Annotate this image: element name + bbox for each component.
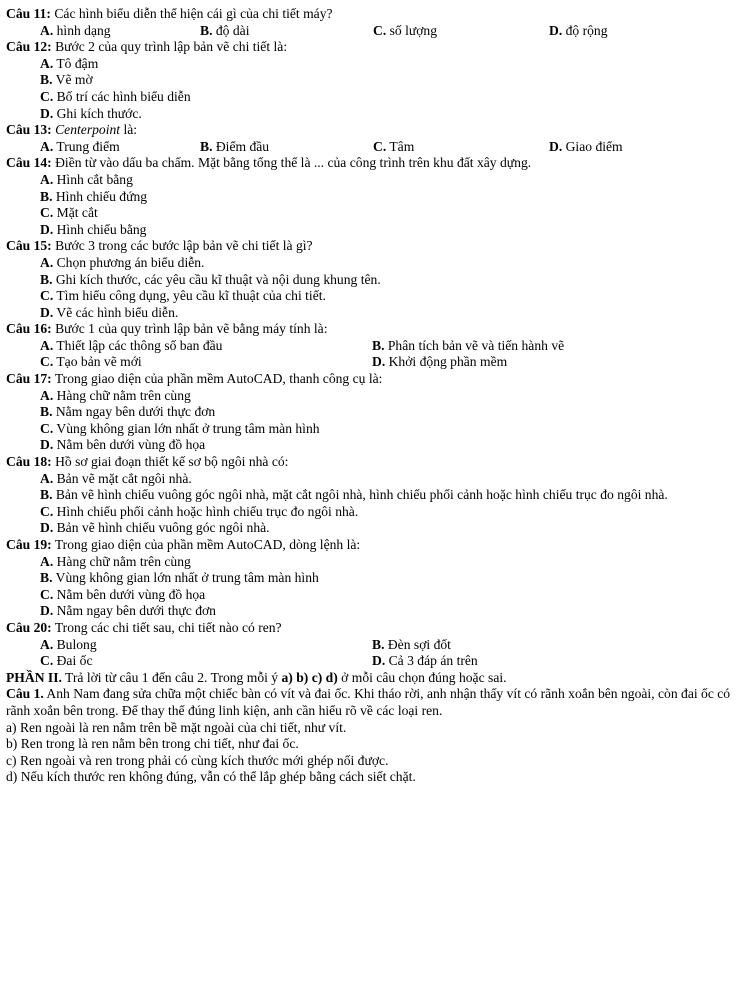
option-b: B. Phân tích bản vẽ và tiến hành vẽ	[372, 337, 565, 353]
question-text: Trong các chi tiết sau, chi tiết nào có ren?	[51, 619, 282, 635]
question-text: Anh Nam đang sửa chữa một chiếc bàn có vít và đai ốc. Khi tháo rời, anh nhận thấy vít có rãnh xoắn bên ngoài, còn đai ốc có rãnh xoắn bên trong. Để thay thế đúng linh kiện, anh cần hiểu rõ về các loại ren.	[6, 686, 731, 718]
option-a: A. Bản vẽ mặt cắt ngôi nhà.	[40, 470, 192, 486]
statement-c: c) Ren ngoài và ren trong phải có cùng kích thước mới ghép nối được.	[6, 752, 389, 768]
option-a: A. Bulong	[40, 636, 97, 652]
question-number: Câu 12:	[6, 39, 52, 55]
option-d: D. Giao điểm	[549, 138, 623, 154]
option-d: D. Khởi động phần mềm	[372, 354, 508, 370]
option-b: B. Bản vẽ hình chiếu vuông góc ngôi nhà, mặt cắt ngôi nhà, hình chiếu phối cảnh hoặc hình chiếu trục đo ngôi nhà.	[40, 487, 668, 503]
question-number: Câu 16:	[6, 321, 52, 337]
option-b: B. Vùng không gian lớn nhất ở trung tâm màn hình	[40, 570, 319, 586]
question-number: Câu 19:	[6, 537, 52, 552]
option-c: C. Tạo bản vẽ mới	[40, 354, 142, 370]
option-d: D. Bản vẽ hình chiếu vuông góc ngôi nhà.	[40, 520, 270, 536]
options-row	[6, 23, 744, 40]
options-row	[6, 637, 744, 654]
option-c: C. Đai ốc	[40, 653, 93, 669]
option-b: B. Nằm ngay bên dưới thực đơn	[40, 404, 216, 420]
option-b: B. Vẽ mờ	[40, 72, 93, 88]
question-14	[6, 155, 744, 238]
statement-a: a) Ren ngoài là ren nằm trên bề mặt ngoài của chi tiết, như vít.	[6, 719, 347, 735]
question-number: Câu 14:	[6, 155, 52, 171]
question-term: Centerpoint	[55, 122, 121, 138]
option-a: A. Hàng chữ nằm trên cùng	[40, 553, 191, 569]
question-text: Trong giao diện của phần mềm AutoCAD, dòng lệnh là:	[51, 537, 361, 552]
question-12	[6, 39, 744, 122]
part-2-label: PHẦN II.	[6, 669, 62, 685]
question-18	[6, 454, 744, 537]
statement-d: d) Nếu kích thước ren không đúng, vẫn có thể lắp ghép bằng cách siết chặt.	[6, 769, 416, 785]
option-b: B. Đèn sợi đốt	[372, 636, 451, 652]
option-d: D. Hình chiếu bằng	[40, 221, 147, 237]
question-number: Câu 17:	[6, 371, 52, 387]
question-number: Câu 15:	[6, 238, 52, 254]
option-d: D. Nằm bên dưới vùng đồ họa	[40, 437, 206, 453]
option-d: D. Nằm ngay bên dưới thực đơn	[40, 603, 216, 619]
option-a: A. Chọn phương án biểu diễn.	[40, 254, 205, 270]
option-a: A. Hình cắt bằng	[40, 171, 133, 187]
question-number: Câu 20:	[6, 619, 52, 635]
option-c: C. số lượng	[373, 22, 438, 38]
question-11	[6, 6, 744, 39]
question-13	[6, 122, 744, 155]
part-2-question-1	[6, 686, 744, 786]
options-row	[6, 338, 744, 355]
option-d: D. Ghi kích thước.	[40, 105, 142, 121]
question-20	[6, 620, 744, 670]
question-text: Bước 3 trong các bước lập bản vẽ chi tiết là gì?	[51, 238, 313, 254]
option-a: A. Tô đậm	[40, 55, 99, 71]
question-number: Câu 13:	[6, 122, 52, 138]
option-a: A. Hàng chữ nằm trên cùng	[40, 387, 191, 403]
option-c: C. Tìm hiểu công dụng, yêu cầu kĩ thuật của chi tiết.	[40, 288, 326, 304]
question-number: Câu 11:	[6, 6, 51, 21]
option-c: C. Bố trí các hình biểu diễn	[40, 88, 191, 104]
part-2-heading: PHẦN II. Trả lời từ câu 1 đến câu 2. Trong mỗi ý a) b) c) d) ở mỗi câu chọn đúng hoặc sai.	[6, 669, 507, 685]
options-row	[6, 139, 744, 156]
option-a: A. Trung điểm	[40, 138, 120, 154]
question-text: Các hình biểu diễn thể hiện cái gì của chi tiết máy?	[50, 6, 333, 21]
option-a: A. Thiết lập các thông số ban đầu	[40, 337, 223, 353]
question-19	[6, 537, 744, 620]
question-text: Hồ sơ giai đoạn thiết kế sơ bộ ngôi nhà có:	[51, 454, 289, 470]
options-row	[6, 354, 744, 371]
question-text: Trong giao diện của phần mềm AutoCAD, thanh công cụ là:	[51, 371, 383, 387]
option-c: C. Hình chiếu phối cảnh hoặc hình chiếu trục đo ngôi nhà.	[40, 503, 359, 519]
question-number: Câu 1.	[6, 686, 44, 702]
option-b: B. Điểm đầu	[200, 138, 270, 154]
question-15	[6, 238, 744, 321]
option-b: B. Hình chiếu đứng	[40, 188, 148, 204]
question-text: là:	[120, 122, 138, 138]
question-17	[6, 371, 744, 454]
option-a: A. hình dạng	[40, 22, 111, 38]
option-b: B. độ dài	[200, 22, 250, 38]
question-text: Bước 1 của quy trình lập bản vẽ bằng máy tính là:	[51, 321, 328, 337]
option-c: C. Vùng không gian lớn nhất ở trung tâm màn hình	[40, 420, 320, 436]
question-16	[6, 321, 744, 371]
option-c: C. Mặt cắt	[40, 205, 98, 221]
option-d: D. Vẽ các hình biểu diễn.	[40, 304, 179, 320]
statement-b: b) Ren trong là ren nằm bên trong chi tiết, như đai ốc.	[6, 736, 299, 752]
option-c: C. Tâm	[373, 138, 415, 154]
option-b: B. Ghi kích thước, các yêu cầu kĩ thuật và nội dung khung tên.	[40, 271, 381, 287]
options-row	[6, 653, 744, 670]
option-d: D. Cả 3 đáp án trên	[372, 653, 478, 669]
option-c: C. Nằm bên dưới vùng đồ họa	[40, 586, 206, 602]
question-number: Câu 18:	[6, 454, 52, 470]
question-text: Điền từ vào dấu ba chấm. Mặt bằng tổng thể là ... của công trình trên khu đất xây dựng.	[51, 155, 532, 171]
question-text: Bước 2 của quy trình lập bản vẽ chi tiết là:	[51, 39, 288, 55]
option-d: D. độ rộng	[549, 22, 608, 38]
